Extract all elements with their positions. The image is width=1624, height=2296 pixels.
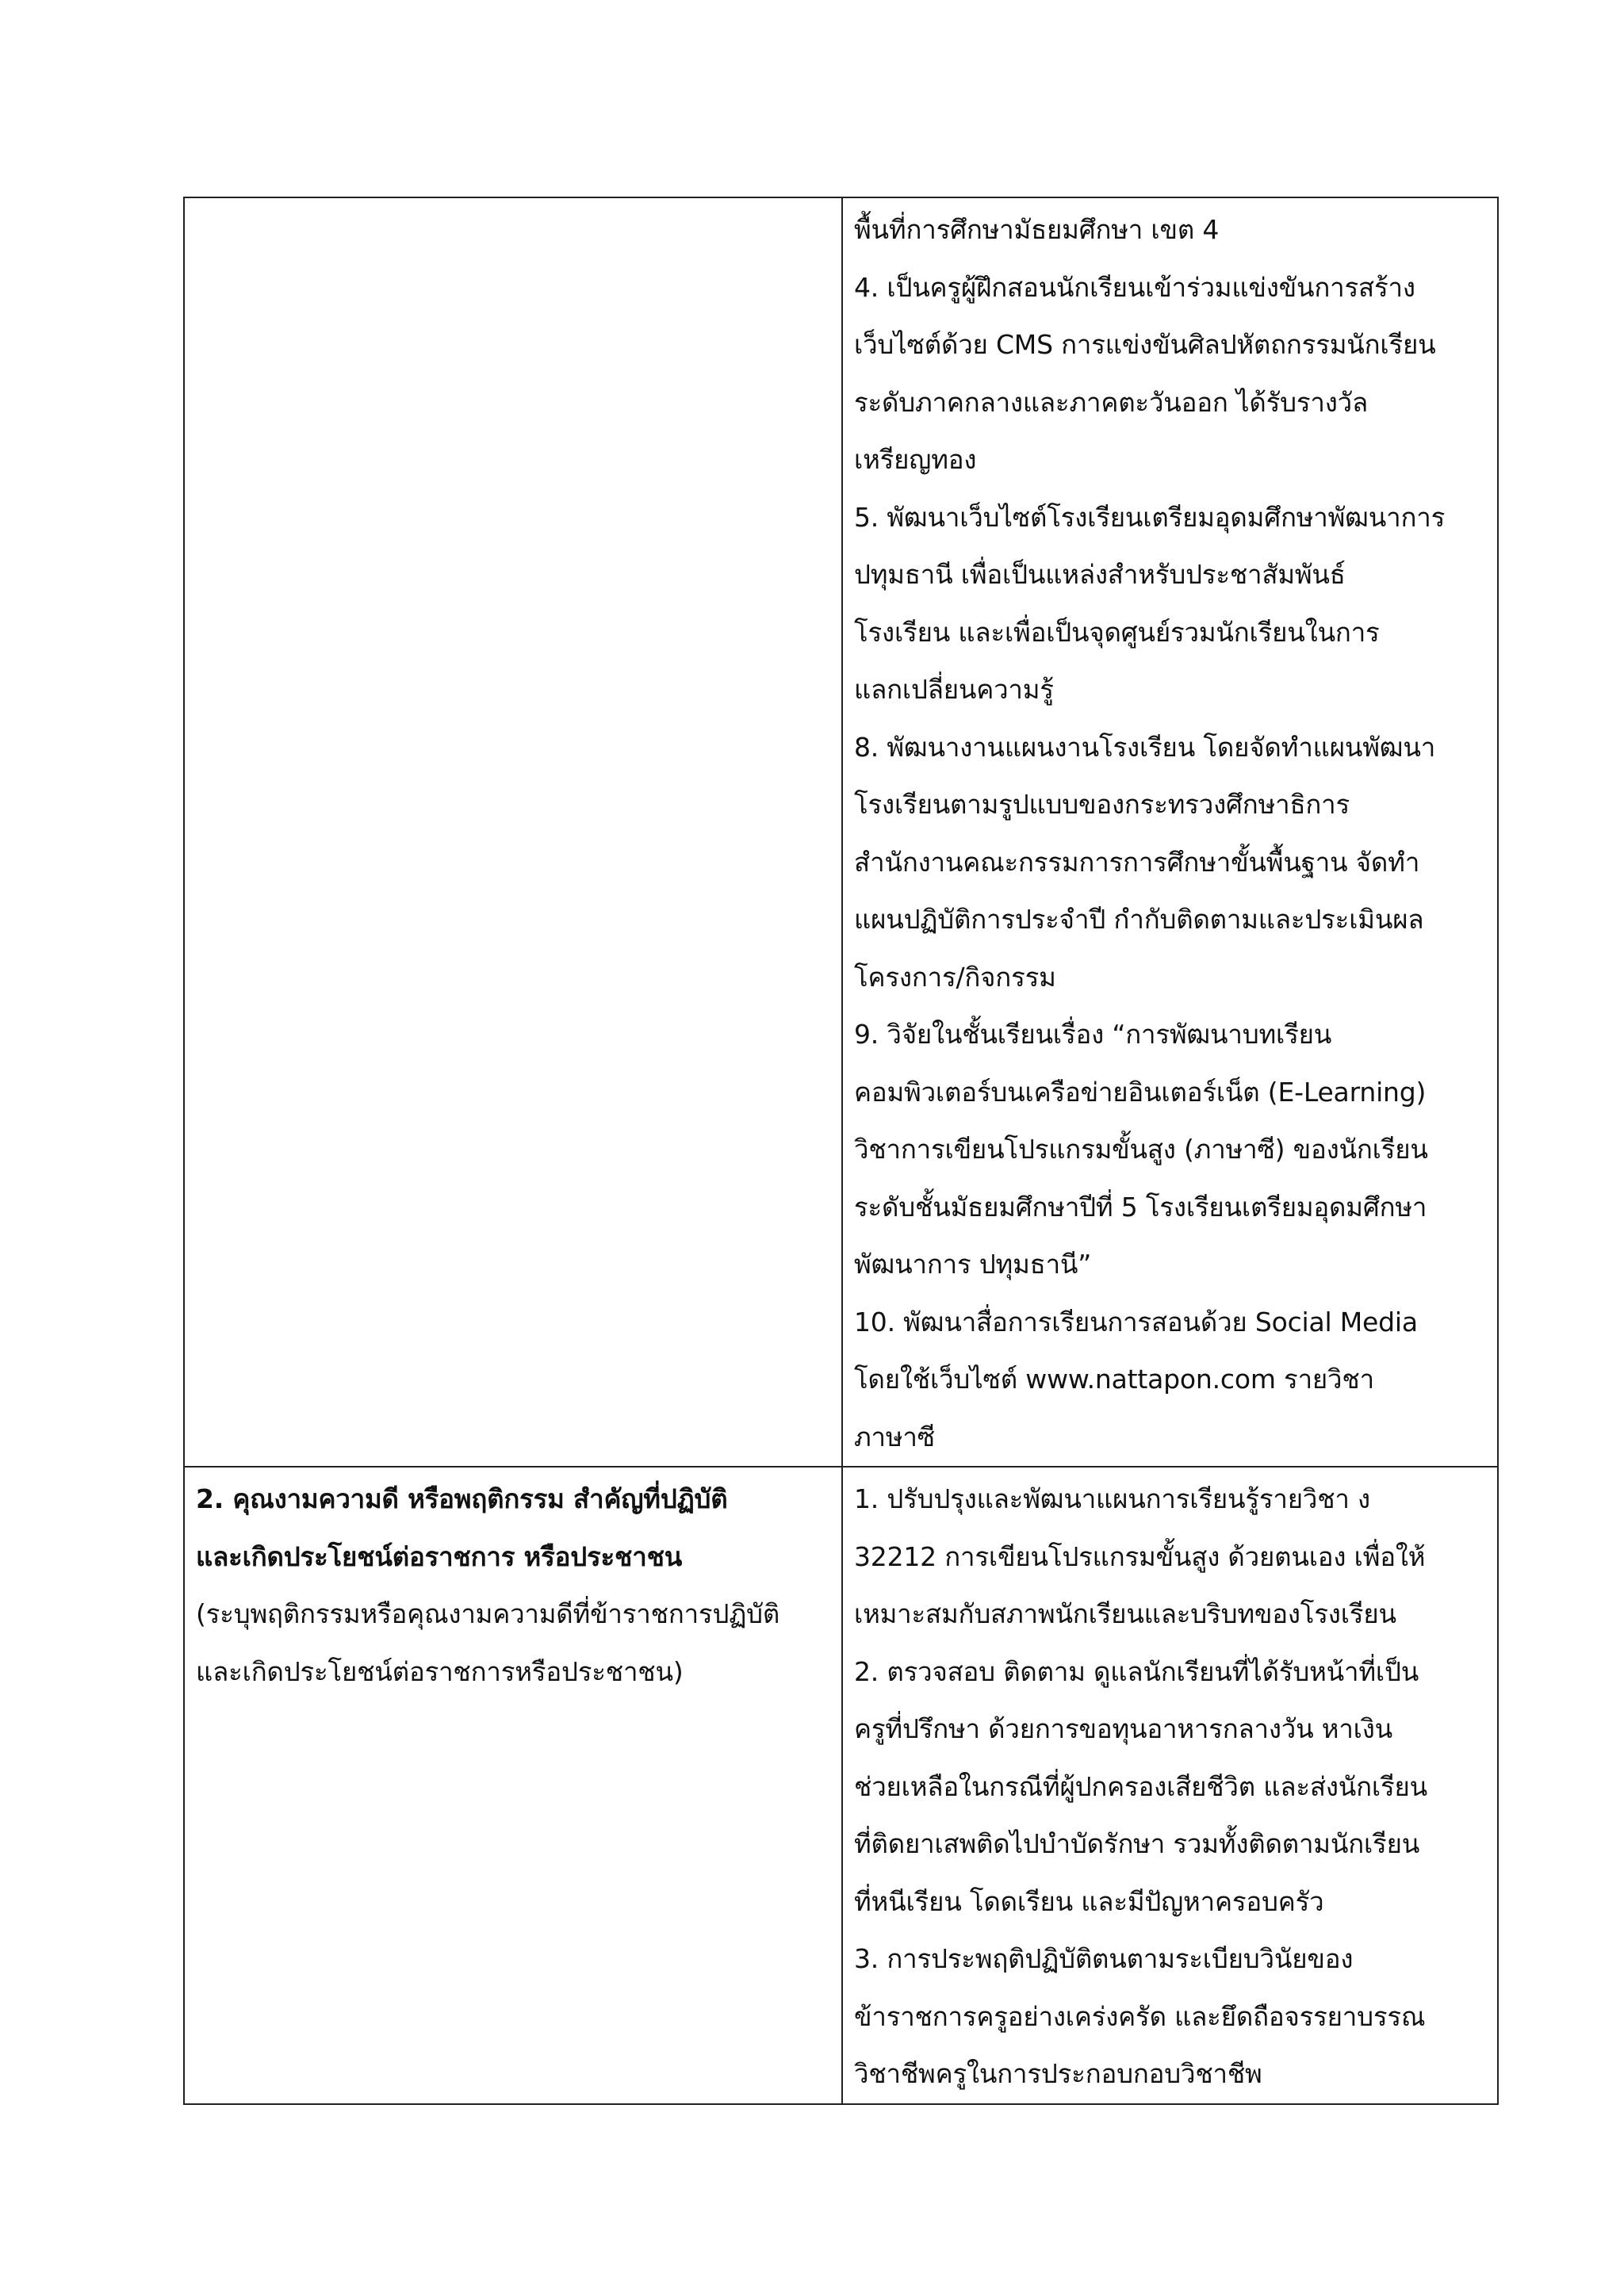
- criteria-note-line: และเกิดประโยชน์ต่อราชการหรือประชาชน): [196, 1655, 684, 1687]
- criteria-heading-line: และเกิดประโยชน์ต่อราชการ หรือประชาชน: [196, 1540, 683, 1572]
- text-line: โครงการ/กิจกรรม: [854, 961, 1056, 993]
- text-line: ระดับชั้นมัธยมศึกษาปีที่ 5 โรงเรียนเตรียมอุดมศึกษา: [854, 1191, 1427, 1223]
- text-line: พัฒนาการ ปทุมธานี”: [854, 1249, 1092, 1280]
- table-row: [184, 197, 1498, 1467]
- text-line: โดยใช้เว็บไซต์ www.nattapon.com รายวิชา: [854, 1364, 1374, 1395]
- achievements-list-row1: [854, 198, 1486, 1466]
- text-line: ช่วยเหลือในกรณีที่ผู้ปกครองเสียชีวิต และส่งนักเรียน: [854, 1770, 1427, 1802]
- criteria-description: [196, 1468, 830, 1701]
- good-deeds-list: [854, 1468, 1486, 2103]
- text-line: แลกเปลี่ยนความรู้: [854, 674, 1054, 705]
- text-line: สำนักงานคณะกรรมการการศึกษาขั้นพื้นฐาน จัดทำ: [854, 846, 1420, 878]
- table-cell-right-row1: [842, 197, 1498, 1467]
- text-line: 9. วิจัยในชั้นเรียนเรื่อง “การพัฒนาบทเรียน: [854, 1019, 1332, 1050]
- criteria-note-line: (ระบุพฤติกรรมหรือคุณงามความดีที่ข้าราชการปฏิบัติ: [196, 1598, 780, 1629]
- text-line: 10. พัฒนาสื่อการเรียนการสอนด้วย Social Media: [854, 1306, 1418, 1337]
- text-line: ปทุมธานี เพื่อเป็นแหล่งสำหรับประชาสัมพันธ์: [854, 559, 1346, 590]
- text-line: ที่ติดยาเสพติดไปบำบัดรักษา รวมทั้งติดตามนักเรียน: [854, 1828, 1420, 1859]
- text-line: 2. ตรวจสอบ ติดตาม ดูแลนักเรียนที่ได้รับหน้าที่เป็น: [854, 1655, 1419, 1687]
- text-line: โรงเรียน และเพื่อเป็นจุดศูนย์รวมนักเรียนในการ: [854, 616, 1380, 648]
- text-line: โรงเรียนตามรูปแบบของกระทรวงศึกษาธิการ: [854, 789, 1350, 820]
- text-line: วิชาชีพครูในการประกอบกอบวิชาชีพ: [854, 2058, 1262, 2089]
- text-line: เหรียญทอง: [854, 444, 977, 475]
- text-line: คอมพิวเตอร์บนเครือข่ายอินเตอร์เน็ต (E-Learning): [854, 1076, 1427, 1108]
- text-line: เว็บไซต์ด้วย CMS การแข่งขันศิลปหัตถกรรมนักเรียน: [854, 329, 1436, 360]
- text-line: ภาษาซี: [854, 1421, 935, 1452]
- achievement-table: [183, 197, 1499, 2105]
- table-cell-right-row2: [842, 1467, 1498, 2104]
- criteria-heading-line: 2. คุณงามความดี หรือพฤติกรรม สำคัญที่ปฏิบัติ: [196, 1483, 728, 1514]
- text-line: 8. พัฒนางานแผนงานโรงเรียน โดยจัดทำแผนพัฒนา: [854, 731, 1436, 763]
- text-line: 32212 การเขียนโปรแกรมขั้นสูง ด้วยตนเอง เพื่อให้: [854, 1540, 1426, 1572]
- text-line: เหมาะสมกับสภาพนักเรียนและบริบทของโรงเรียน: [854, 1598, 1396, 1629]
- text-line: 5. พัฒนาเว็บไซต์โรงเรียนเตรียมอุดมศึกษาพัฒนาการ: [854, 501, 1446, 533]
- text-line: พื้นที่การศึกษามัธยมศึกษา เขต 4: [854, 214, 1220, 245]
- text-line: ระดับภาคกลางและภาคตะวันออก ได้รับรางวัล: [854, 386, 1368, 418]
- text-line: ที่หนีเรียน โดดเรียน และมีปัญหาครอบครัว: [854, 1885, 1324, 1917]
- text-line: 1. ปรับปรุงและพัฒนาแผนการเรียนรู้รายวิชา ง: [854, 1483, 1370, 1514]
- text-line: ข้าราชการครูอย่างเคร่งครัด และยึดถือจรรยาบรรณ: [854, 2000, 1426, 2032]
- text-line: วิชาการเขียนโปรแกรมขั้นสูง (ภาษาซี) ของนักเรียน: [854, 1134, 1428, 1165]
- text-line: ครูที่ปรึกษา ด้วยการขอทุนอาหารกลางวัน หาเงิน: [854, 1713, 1393, 1744]
- text-line: 3. การประพฤติปฏิบัติตนตามระเบียบวินัยของ: [854, 1943, 1354, 1974]
- text-line: แผนปฏิบัติการประจำปี กำกับติดตามและประเมินผล: [854, 904, 1424, 935]
- table-cell-left-row1: [184, 197, 842, 1467]
- left-cell-content-row1: [196, 198, 830, 201]
- table-cell-left-row2: [184, 1467, 842, 2104]
- table-row: [184, 1467, 1498, 2104]
- text-line: 4. เป็นครูผู้ฝึกสอนนักเรียนเข้าร่วมแข่งขันการสร้าง: [854, 271, 1415, 303]
